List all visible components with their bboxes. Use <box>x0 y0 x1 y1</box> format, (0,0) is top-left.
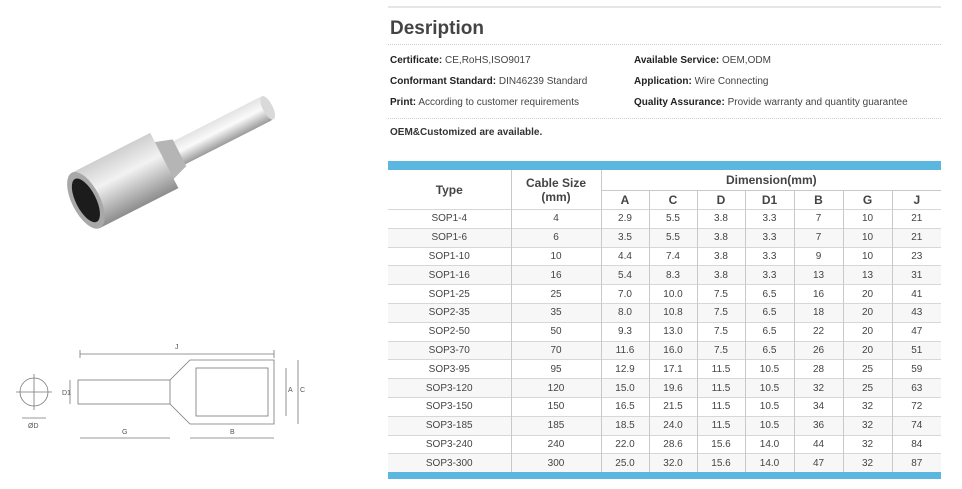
cell-j: 84 <box>892 435 941 454</box>
header-dim-b: B <box>794 191 843 210</box>
table-row <box>388 341 941 360</box>
cell-c: 8.3 <box>649 266 697 285</box>
table-row <box>388 322 941 341</box>
cell-b: 26 <box>794 341 843 360</box>
cell-c: 24.0 <box>649 416 697 435</box>
cell-g: 10 <box>843 228 892 247</box>
table-row <box>388 454 941 472</box>
cell-a: 18.5 <box>601 416 649 435</box>
description-panel <box>388 0 941 489</box>
spec-table-wrapper <box>388 161 941 479</box>
table-row <box>388 416 941 435</box>
cell-b: 18 <box>794 303 843 322</box>
certificate-value: CE,RoHS,ISO9017 <box>445 55 531 66</box>
table-row <box>388 397 941 416</box>
table-bottom-bar <box>388 472 941 479</box>
table-row <box>388 379 941 398</box>
cell-c: 7.4 <box>649 247 697 266</box>
print-label: Print: <box>390 97 417 108</box>
cell-type: SOP3-120 <box>388 379 511 398</box>
cell-b: 47 <box>794 454 843 472</box>
page-title: Desription <box>390 18 484 39</box>
cell-j: 72 <box>892 397 941 416</box>
standard-value: DIN46239 Standard <box>498 76 588 87</box>
service-value: OEM,ODM <box>722 55 771 66</box>
cell-d1: 10.5 <box>745 360 794 379</box>
application-label: Application: <box>634 76 692 87</box>
cell-c: 32.0 <box>649 454 697 472</box>
header-cable-size: Cable Size (mm) <box>511 170 601 210</box>
cell-a: 16.5 <box>601 397 649 416</box>
cell-d1: 14.0 <box>745 435 794 454</box>
cell-c: 13.0 <box>649 322 697 341</box>
cell-a: 12.9 <box>601 360 649 379</box>
spec-info <box>390 54 941 117</box>
dim-label-b: B <box>230 429 235 436</box>
divider <box>388 44 941 45</box>
cell-g: 13 <box>843 266 892 285</box>
cell-type: SOP3-95 <box>388 360 511 379</box>
cell-d: 15.6 <box>697 454 745 472</box>
cell-c: 5.5 <box>649 228 697 247</box>
cell-d1: 6.5 <box>745 322 794 341</box>
header-dim-j: J <box>892 191 941 210</box>
table-row <box>388 266 941 285</box>
cell-type: SOP3-240 <box>388 435 511 454</box>
cell-g: 25 <box>843 379 892 398</box>
cell-type: SOP1-4 <box>388 210 511 229</box>
cell-a: 4.4 <box>601 247 649 266</box>
cell-cable-size: 16 <box>511 266 601 285</box>
cell-d1: 3.3 <box>745 247 794 266</box>
cell-cable-size: 6 <box>511 228 601 247</box>
table-row <box>388 360 941 379</box>
table-top-bar <box>388 161 941 170</box>
cell-j: 59 <box>892 360 941 379</box>
cell-j: 87 <box>892 454 941 472</box>
cell-type: SOP3-70 <box>388 341 511 360</box>
cell-cable-size: 185 <box>511 416 601 435</box>
cell-cable-size: 120 <box>511 379 601 398</box>
cell-c: 16.0 <box>649 341 697 360</box>
cell-cable-size: 95 <box>511 360 601 379</box>
header-dim-c: C <box>649 191 697 210</box>
cell-c: 21.5 <box>649 397 697 416</box>
header-dim-g: G <box>843 191 892 210</box>
cell-a: 25.0 <box>601 454 649 472</box>
cell-d1: 10.5 <box>745 397 794 416</box>
cell-type: SOP2-50 <box>388 322 511 341</box>
table-row <box>388 285 941 304</box>
quality-value: Provide warranty and quantity guarantee <box>727 97 908 108</box>
cell-cable-size: 300 <box>511 454 601 472</box>
cell-g: 20 <box>843 303 892 322</box>
cell-j: 51 <box>892 341 941 360</box>
cell-j: 21 <box>892 210 941 229</box>
cell-b: 32 <box>794 379 843 398</box>
cell-c: 17.1 <box>649 360 697 379</box>
header-dim-d: D <box>697 191 745 210</box>
cell-b: 7 <box>794 210 843 229</box>
oem-note: OEM&Customized are available. <box>390 127 543 138</box>
cell-j: 21 <box>892 228 941 247</box>
cell-cable-size: 10 <box>511 247 601 266</box>
table-row <box>388 435 941 454</box>
info-row <box>390 75 941 96</box>
cell-j: 43 <box>892 303 941 322</box>
cell-type: SOP1-6 <box>388 228 511 247</box>
cell-cable-size: 35 <box>511 303 601 322</box>
table-row <box>388 210 941 229</box>
cell-d: 3.8 <box>697 266 745 285</box>
cell-d: 7.5 <box>697 303 745 322</box>
cell-a: 8.0 <box>601 303 649 322</box>
cell-d: 15.6 <box>697 435 745 454</box>
certificate-label: Certificate: <box>390 55 443 66</box>
cell-j: 41 <box>892 285 941 304</box>
cell-c: 28.6 <box>649 435 697 454</box>
cell-b: 34 <box>794 397 843 416</box>
cell-type: SOP3-300 <box>388 454 511 472</box>
cell-type: SOP2-35 <box>388 303 511 322</box>
cell-b: 28 <box>794 360 843 379</box>
cell-d: 11.5 <box>697 360 745 379</box>
cell-g: 20 <box>843 285 892 304</box>
cell-g: 10 <box>843 247 892 266</box>
cell-cable-size: 150 <box>511 397 601 416</box>
cell-j: 63 <box>892 379 941 398</box>
cell-d1: 6.5 <box>745 341 794 360</box>
cell-b: 36 <box>794 416 843 435</box>
header-type: Type <box>435 182 463 197</box>
cell-d: 11.5 <box>697 379 745 398</box>
cell-d: 7.5 <box>697 341 745 360</box>
application-value: Wire Connecting <box>694 76 769 87</box>
cell-a: 7.0 <box>601 285 649 304</box>
cell-d1: 6.5 <box>745 285 794 304</box>
table-row <box>388 303 941 322</box>
cell-c: 5.5 <box>649 210 697 229</box>
cell-d1: 10.5 <box>745 416 794 435</box>
top-divider <box>388 6 941 8</box>
cell-type: SOP1-10 <box>388 247 511 266</box>
divider <box>388 118 941 119</box>
cell-d1: 14.0 <box>745 454 794 472</box>
cell-g: 32 <box>843 454 892 472</box>
spec-table <box>388 170 941 472</box>
cell-g: 20 <box>843 341 892 360</box>
cell-j: 23 <box>892 247 941 266</box>
header-dim-d1: D1 <box>745 191 794 210</box>
info-row <box>390 54 941 75</box>
cell-d: 3.8 <box>697 228 745 247</box>
dim-label-od: ØD <box>28 423 39 430</box>
cell-g: 20 <box>843 322 892 341</box>
cell-a: 3.5 <box>601 228 649 247</box>
cell-j: 74 <box>892 416 941 435</box>
terminal-photo <box>55 80 295 230</box>
cell-d: 3.8 <box>697 247 745 266</box>
cell-cable-size: 70 <box>511 341 601 360</box>
cell-cable-size: 25 <box>511 285 601 304</box>
cell-type: SOP1-16 <box>388 266 511 285</box>
cell-j: 31 <box>892 266 941 285</box>
standard-label: Conformant Standard: <box>390 76 497 87</box>
dimension-drawing <box>12 330 312 450</box>
cell-j: 47 <box>892 322 941 341</box>
cell-d1: 10.5 <box>745 379 794 398</box>
cell-a: 9.3 <box>601 322 649 341</box>
cell-d: 7.5 <box>697 322 745 341</box>
cell-d1: 6.5 <box>745 303 794 322</box>
left-panel <box>0 0 375 489</box>
cell-d1: 3.3 <box>745 228 794 247</box>
cell-a: 15.0 <box>601 379 649 398</box>
dim-label-g: G <box>122 429 128 436</box>
cell-b: 16 <box>794 285 843 304</box>
cell-g: 32 <box>843 397 892 416</box>
cell-a: 11.6 <box>601 341 649 360</box>
cell-cable-size: 4 <box>511 210 601 229</box>
cell-a: 2.9 <box>601 210 649 229</box>
cell-b: 13 <box>794 266 843 285</box>
cell-g: 32 <box>843 435 892 454</box>
cell-b: 9 <box>794 247 843 266</box>
print-value: According to customer requirements <box>418 97 579 108</box>
header-dimension: Dimension(mm) <box>601 170 941 191</box>
cell-d: 7.5 <box>697 285 745 304</box>
cell-b: 22 <box>794 322 843 341</box>
cell-c: 19.6 <box>649 379 697 398</box>
cell-type: SOP3-185 <box>388 416 511 435</box>
cell-cable-size: 240 <box>511 435 601 454</box>
cell-b: 7 <box>794 228 843 247</box>
cell-a: 22.0 <box>601 435 649 454</box>
cell-d1: 3.3 <box>745 210 794 229</box>
cell-c: 10.8 <box>649 303 697 322</box>
service-label: Available Service: <box>634 55 720 66</box>
cell-type: SOP3-150 <box>388 397 511 416</box>
dim-label-j: J <box>175 344 179 351</box>
cell-d: 11.5 <box>697 397 745 416</box>
cell-g: 10 <box>843 210 892 229</box>
dim-label-a: A <box>288 387 293 394</box>
cell-a: 5.4 <box>601 266 649 285</box>
table-row <box>388 228 941 247</box>
header-dim-a: A <box>601 191 649 210</box>
cell-d: 11.5 <box>697 416 745 435</box>
cell-b: 44 <box>794 435 843 454</box>
cell-d: 3.8 <box>697 210 745 229</box>
table-row <box>388 247 941 266</box>
cell-g: 32 <box>843 416 892 435</box>
cell-cable-size: 50 <box>511 322 601 341</box>
dim-label-c: C <box>300 387 306 394</box>
cell-type: SOP1-25 <box>388 285 511 304</box>
quality-label: Quality Assurance: <box>634 97 725 108</box>
dim-label-d1: D1 <box>62 390 71 397</box>
cell-d1: 3.3 <box>745 266 794 285</box>
cell-c: 10.0 <box>649 285 697 304</box>
cell-g: 25 <box>843 360 892 379</box>
info-row <box>390 96 941 117</box>
